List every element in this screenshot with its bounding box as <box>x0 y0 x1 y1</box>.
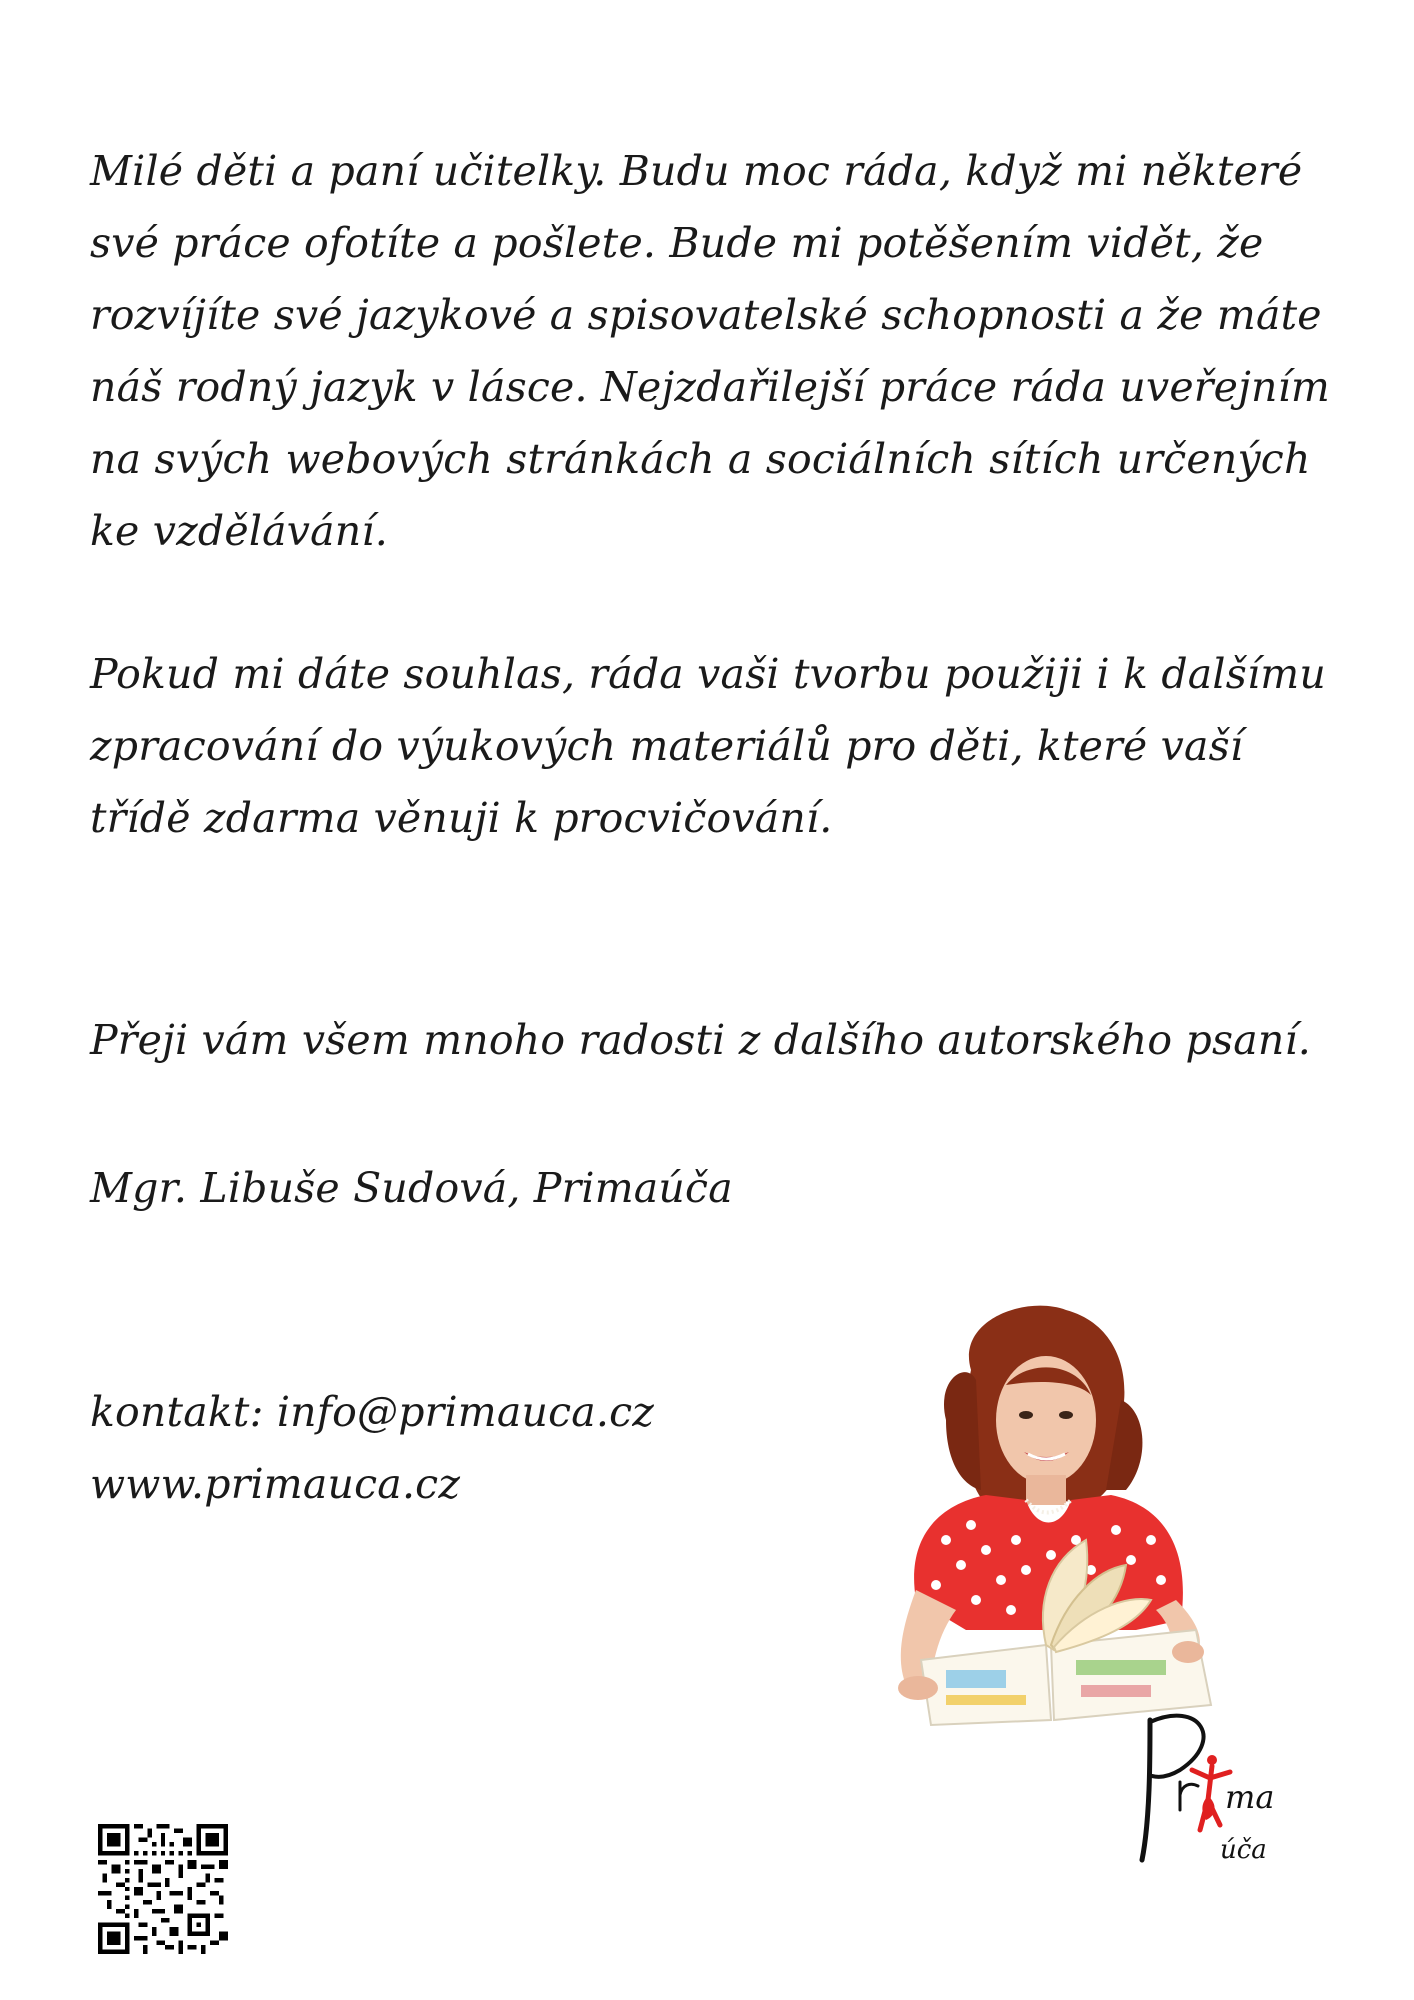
consent-paragraph <box>90 638 1350 854</box>
logo-ma: ma <box>1225 1778 1275 1816</box>
prima-uca-logo-image <box>920 1500 1300 1880</box>
logo-pr: Pr <box>920 1500 922 1501</box>
author-photo-image <box>876 1300 1244 1730</box>
contact-email[interactable]: kontakt: info@primauca.cz <box>90 1388 655 1436</box>
wishes-line <box>90 1004 1350 1076</box>
intro-paragraph-text: Milé děti a paní učitelky. Budu moc ráda, když mi některé své práce ofotíte a pošlete. Bude mi potěšením vidět, že rozvíjíte své jazykové a spisovatelské schopnosti a že máte náš rodný jazyk v lásce. Nejzdařilejší práce ráda uveřejním na svých webových stránkách a sociálních sítích určených ke vzdělávání. <box>90 147 1330 555</box>
qr-code-image[interactable] <box>98 1824 228 1954</box>
consent-paragraph-text: Pokud mi dáte souhlas, ráda vaši tvorbu použiji i k dalšímu zpracování do výukových materiálů pro děti, které vaší třídě zdarma věnuji k procvičování. <box>90 650 1326 842</box>
wishes-text: Přeji vám všem mnoho radosti z dalšího autorského psaní. <box>90 1016 1312 1064</box>
contact-website[interactable]: www.primauca.cz <box>90 1460 461 1508</box>
logo-uca: úča <box>1220 1835 1267 1865</box>
intro-paragraph <box>90 135 1350 567</box>
author-photo <box>876 1300 1244 1730</box>
prima-uca-logo <box>920 1500 1300 1880</box>
signature-text: Mgr. Libuše Sudová, Primaúča <box>90 1164 733 1212</box>
signature <box>90 1152 1350 1224</box>
qr-code[interactable] <box>98 1824 228 1954</box>
